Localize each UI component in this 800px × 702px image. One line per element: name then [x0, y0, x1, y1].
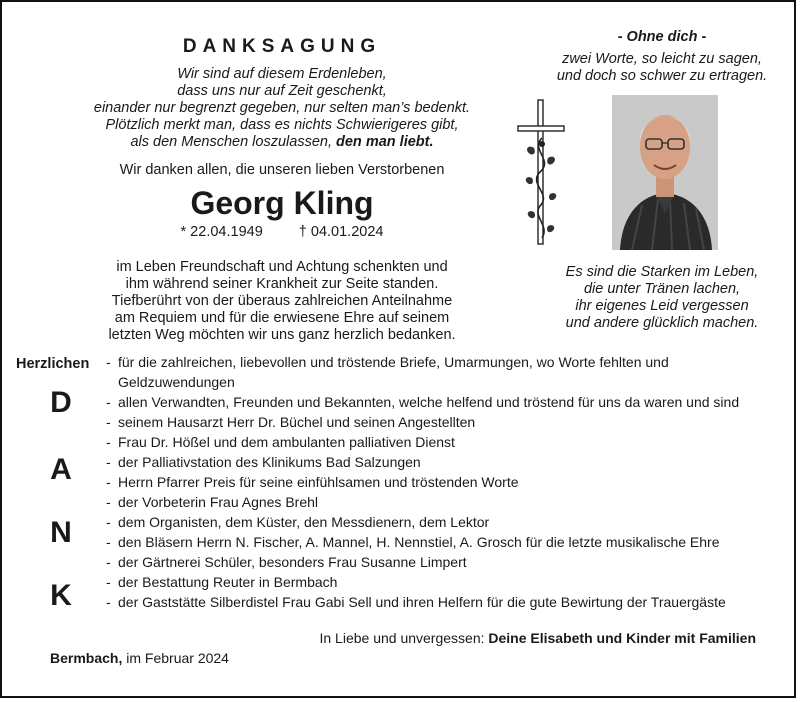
portrait-photo: [612, 95, 718, 250]
dank-label: Herzlichen: [16, 356, 90, 372]
dank-letter-a: A: [50, 453, 72, 486]
list-item: - der Bestattung Reuter in Bermbach: [106, 574, 338, 590]
list-item: - seinem Hausarzt Herr Dr. Büchel und seinen Angestellten: [106, 414, 476, 430]
list-item-text: seinem Hausarzt Herr Dr. Büchel und seinen Angestellten: [118, 414, 476, 430]
date: im Februar 2024: [126, 650, 229, 666]
quote-line: und doch so schwer zu ertragen.: [556, 68, 768, 84]
poem-line: Wir sind auf diesem Erdenleben,: [177, 66, 387, 82]
death-date: † 04.01.2024: [298, 224, 384, 240]
place: Bermbach,: [50, 650, 123, 666]
quote-title: - Ohne dich -: [617, 29, 707, 45]
list-item: - Herrn Pfarrer Preis für seine einfühlsamen und tröstenden Worte: [106, 474, 519, 490]
poem-line: [62, 134, 502, 151]
intro-text: Wir danken allen, die unseren lieben Verstorbenen: [119, 162, 445, 178]
quote-line: Es sind die Starken im Leben,: [565, 264, 759, 280]
poem-line-bold: den man liebt.: [336, 134, 434, 150]
place-date: [50, 650, 229, 666]
list-item-text: Herrn Pfarrer Preis für seine einfühlsamen und tröstenden Worte: [118, 474, 519, 490]
list-item-text: der Gärtnerei Schüler, besonders Frau Susanne Limpert: [118, 554, 467, 570]
thanks-line: am Requiem und für die erwiesene Ehre auf seinem: [114, 310, 450, 326]
list-item: - der Gärtnerei Schüler, besonders Frau Susanne Limpert: [106, 554, 467, 570]
deceased-name: Georg Kling: [190, 185, 374, 221]
quote-top: [522, 51, 800, 85]
birth-date: * 22.04.1949: [180, 224, 263, 240]
poem-line-start: als den Menschen loszulassen,: [130, 134, 332, 150]
cross-with-vine-icon: [512, 98, 572, 248]
list-item: - allen Verwandten, Freunden und Bekannten, welche helfend und tröstend für uns da waren und sind: [106, 394, 740, 410]
page-title: DANKSAGUNG: [182, 36, 382, 57]
list-item: - der Gaststätte Silberdistel Frau Gabi Sell und ihren Helfern für die gute Bewirtung der Trauergäste: [106, 594, 726, 610]
thanks-text: [62, 259, 502, 344]
dank-letter-n: N: [50, 516, 72, 549]
list-item-text: dem Organisten, dem Küster, den Messdienern, dem Lektor: [118, 514, 490, 530]
list-item-text: den Bläsern Herrn N. Fischer, A. Mannel, H. Nennstiel, A. Grosch für die letzte musikalische Ehre: [118, 534, 720, 550]
quote-line: die unter Tränen lachen,: [583, 281, 741, 297]
thanks-line: im Leben Freundschaft und Achtung schenkten und: [116, 259, 448, 275]
list-item-text: Frau Dr. Hößel und dem ambulanten palliativen Dienst: [118, 434, 455, 450]
poem-line: einander nur begrenzt gegeben, nur selten man’s bedenkt.: [93, 100, 471, 116]
quote-line: zwei Worte, so leicht zu sagen,: [562, 51, 762, 67]
poem: [62, 66, 502, 151]
thanks-list: [106, 352, 786, 612]
thanks-line: Tiefberührt von der überaus zahlreichen Anteilnahme: [111, 293, 453, 309]
life-dates: [62, 224, 502, 240]
quote-bottom: [522, 264, 800, 332]
list-item: - der Palliativstation des Klinikums Bad Salzungen: [106, 454, 421, 470]
list-item-text: der Bestattung Reuter in Bermbach: [118, 574, 338, 590]
list-item: - dem Organisten, dem Küster, den Messdienern, dem Lektor: [106, 514, 490, 530]
poem-line: Plötzlich merkt man, dass es nichts Schwierigeres gibt,: [105, 117, 459, 133]
poem-line: dass uns nur auf Zeit geschenkt,: [177, 83, 387, 99]
list-item: - Frau Dr. Hößel und dem ambulanten palliativen Dienst: [106, 434, 455, 450]
signature-names: Deine Elisabeth und Kinder mit Familien: [488, 630, 756, 646]
list-item-text: für die zahlreichen, liebevollen und tröstende Briefe, Umarmungen, wo Worte fehlten und Geldzuwendungen: [118, 354, 669, 390]
list-item-text: der Vorbeterin Frau Agnes Brehl: [118, 494, 319, 510]
dank-letter-d: D: [50, 386, 72, 419]
list-item-text: der Palliativstation des Klinikums Bad Salzungen: [118, 454, 421, 470]
quote-line: und andere glücklich machen.: [565, 315, 759, 331]
signature: [302, 630, 756, 646]
thanks-line: letzten Weg möchten wir uns ganz herzlich bedanken.: [108, 327, 456, 343]
list-item: - der Vorbeterin Frau Agnes Brehl: [106, 494, 319, 510]
list-item-text: der Gaststätte Silberdistel Frau Gabi Sell und ihren Helfern für die gute Bewirtung der Trauergäste: [118, 594, 726, 610]
quote-line: ihr eigenes Leid vergessen: [575, 298, 749, 314]
list-item: - für die zahlreichen, liebevollen und tröstende Briefe, Umarmungen, wo Worte fehlten und Geldzuwendungen: [106, 354, 669, 390]
thanks-line: ihm während seiner Krankheit zur Seite standen.: [125, 276, 439, 292]
portrait-figure: [612, 95, 718, 250]
list-item-text: allen Verwandten, Freunden und Bekannten, welche helfend und tröstend für uns da waren und sind: [118, 394, 740, 410]
dank-letter-k: K: [50, 579, 72, 612]
list-item: - den Bläsern Herrn N. Fischer, A. Mannel, H. Nennstiel, A. Grosch für die letzte musikalische Ehre: [106, 534, 720, 550]
signature-prefix: In Liebe und unvergessen:: [319, 630, 485, 646]
